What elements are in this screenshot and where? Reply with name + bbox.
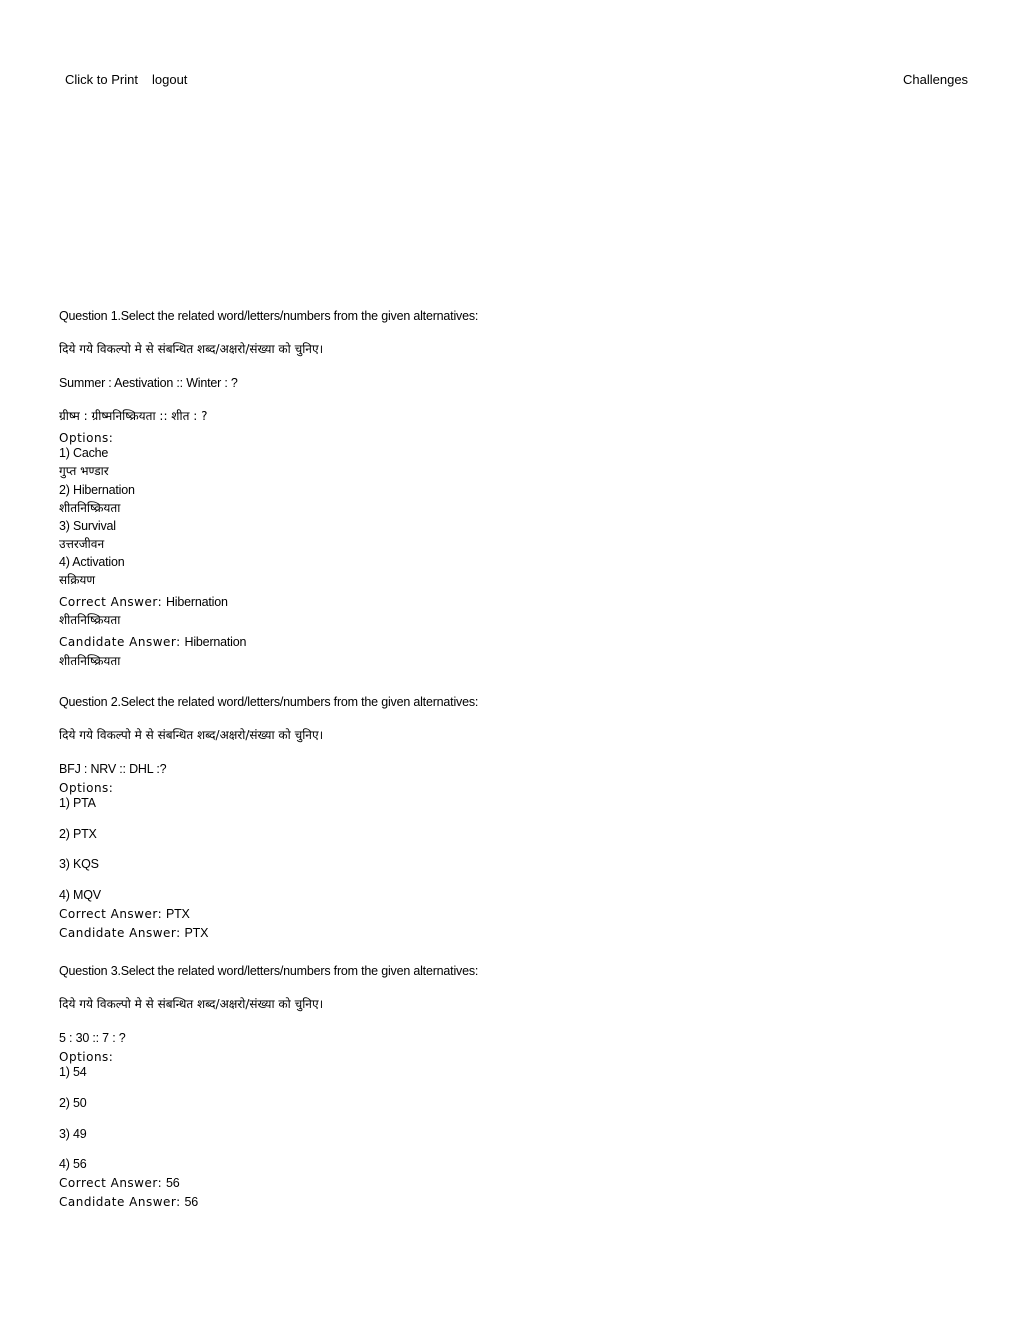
correct-answer (59, 907, 190, 921)
correct-answer (59, 595, 228, 609)
correct-answer (59, 1176, 180, 1190)
question-prompt-hindi: ग्रीष्म : ग्रीष्मनिष्क्रियता :: शीत : ? (59, 409, 208, 423)
question-title: Question 3.Select the related word/letters/numbers from the given alternatives: (59, 964, 479, 978)
candidate-answer-value: 56 (184, 1195, 199, 1209)
option-2: 2) Hibernation (59, 483, 135, 497)
option-3-hindi: उत्तरजीवन (59, 537, 105, 551)
candidate-answer-value: PTX (184, 926, 209, 940)
option-4: 4) 56 (59, 1157, 87, 1171)
question-prompt: Summer : Aestivation :: Winter : ? (59, 376, 238, 390)
question-prompt: BFJ : NRV :: DHL :? (59, 762, 167, 776)
correct-answer-value: 56 (165, 1176, 180, 1190)
question-prompt: 5 : 30 :: 7 : ? (59, 1031, 126, 1045)
candidate-answer (59, 926, 208, 940)
option-2-hindi: शीतनिष्क्रियता (59, 501, 121, 515)
candidate-answer (59, 1195, 198, 1209)
option-1: 1) 54 (59, 1065, 87, 1079)
click-to-print-link[interactable]: Click to Print (65, 72, 138, 87)
logout-link[interactable]: logout (152, 72, 188, 87)
correct-answer-value: PTX (165, 907, 190, 921)
option-3: 3) 49 (59, 1127, 87, 1141)
question-title: Question 2.Select the related word/letters/numbers from the given alternatives: (59, 695, 479, 709)
option-1: 1) Cache (59, 446, 109, 460)
question-title: Question 1.Select the related word/letters/numbers from the given alternatives: (59, 309, 479, 323)
candidate-answer-label: Candidate Answer: (59, 635, 181, 649)
candidate-answer-label: Candidate Answer: (59, 1195, 181, 1209)
option-3: 3) KQS (59, 857, 99, 871)
correct-answer-hindi: शीतनिष्क्रियता (59, 613, 121, 627)
correct-answer-label: Correct Answer: (59, 595, 163, 609)
option-3: 3) Survival (59, 519, 116, 533)
question-hindi-instruction: दिये गये विकल्पो मे से संबन्धित शब्द/अक्षरो/संख्या को चुनिए। (59, 997, 324, 1011)
candidate-answer-hindi: शीतनिष्क्रियता (59, 654, 121, 668)
options-label: Options: (59, 781, 114, 795)
option-4-hindi: सक्रियण (59, 573, 96, 587)
correct-answer-value: Hibernation (165, 595, 228, 609)
candidate-answer (59, 635, 246, 649)
option-1-hindi: गुप्त भण्डार (59, 464, 109, 478)
option-1: 1) PTA (59, 796, 96, 810)
candidate-answer-value: Hibernation (184, 635, 247, 649)
question-hindi-instruction: दिये गये विकल्पो मे से संबन्धित शब्द/अक्षरो/संख्या को चुनिए। (59, 728, 324, 742)
question-hindi-instruction: दिये गये विकल्पो मे से संबन्धित शब्द/अक्षरो/संख्या को चुनिए। (59, 342, 324, 356)
option-2: 2) 50 (59, 1096, 87, 1110)
challenges-link[interactable]: Challenges (903, 72, 969, 87)
candidate-answer-label: Candidate Answer: (59, 926, 181, 940)
correct-answer-label: Correct Answer: (59, 1176, 163, 1190)
option-4: 4) Activation (59, 555, 125, 569)
options-label: Options: (59, 1050, 114, 1064)
options-label: Options: (59, 431, 114, 445)
correct-answer-label: Correct Answer: (59, 907, 163, 921)
option-4: 4) MQV (59, 888, 101, 902)
option-2: 2) PTX (59, 827, 97, 841)
